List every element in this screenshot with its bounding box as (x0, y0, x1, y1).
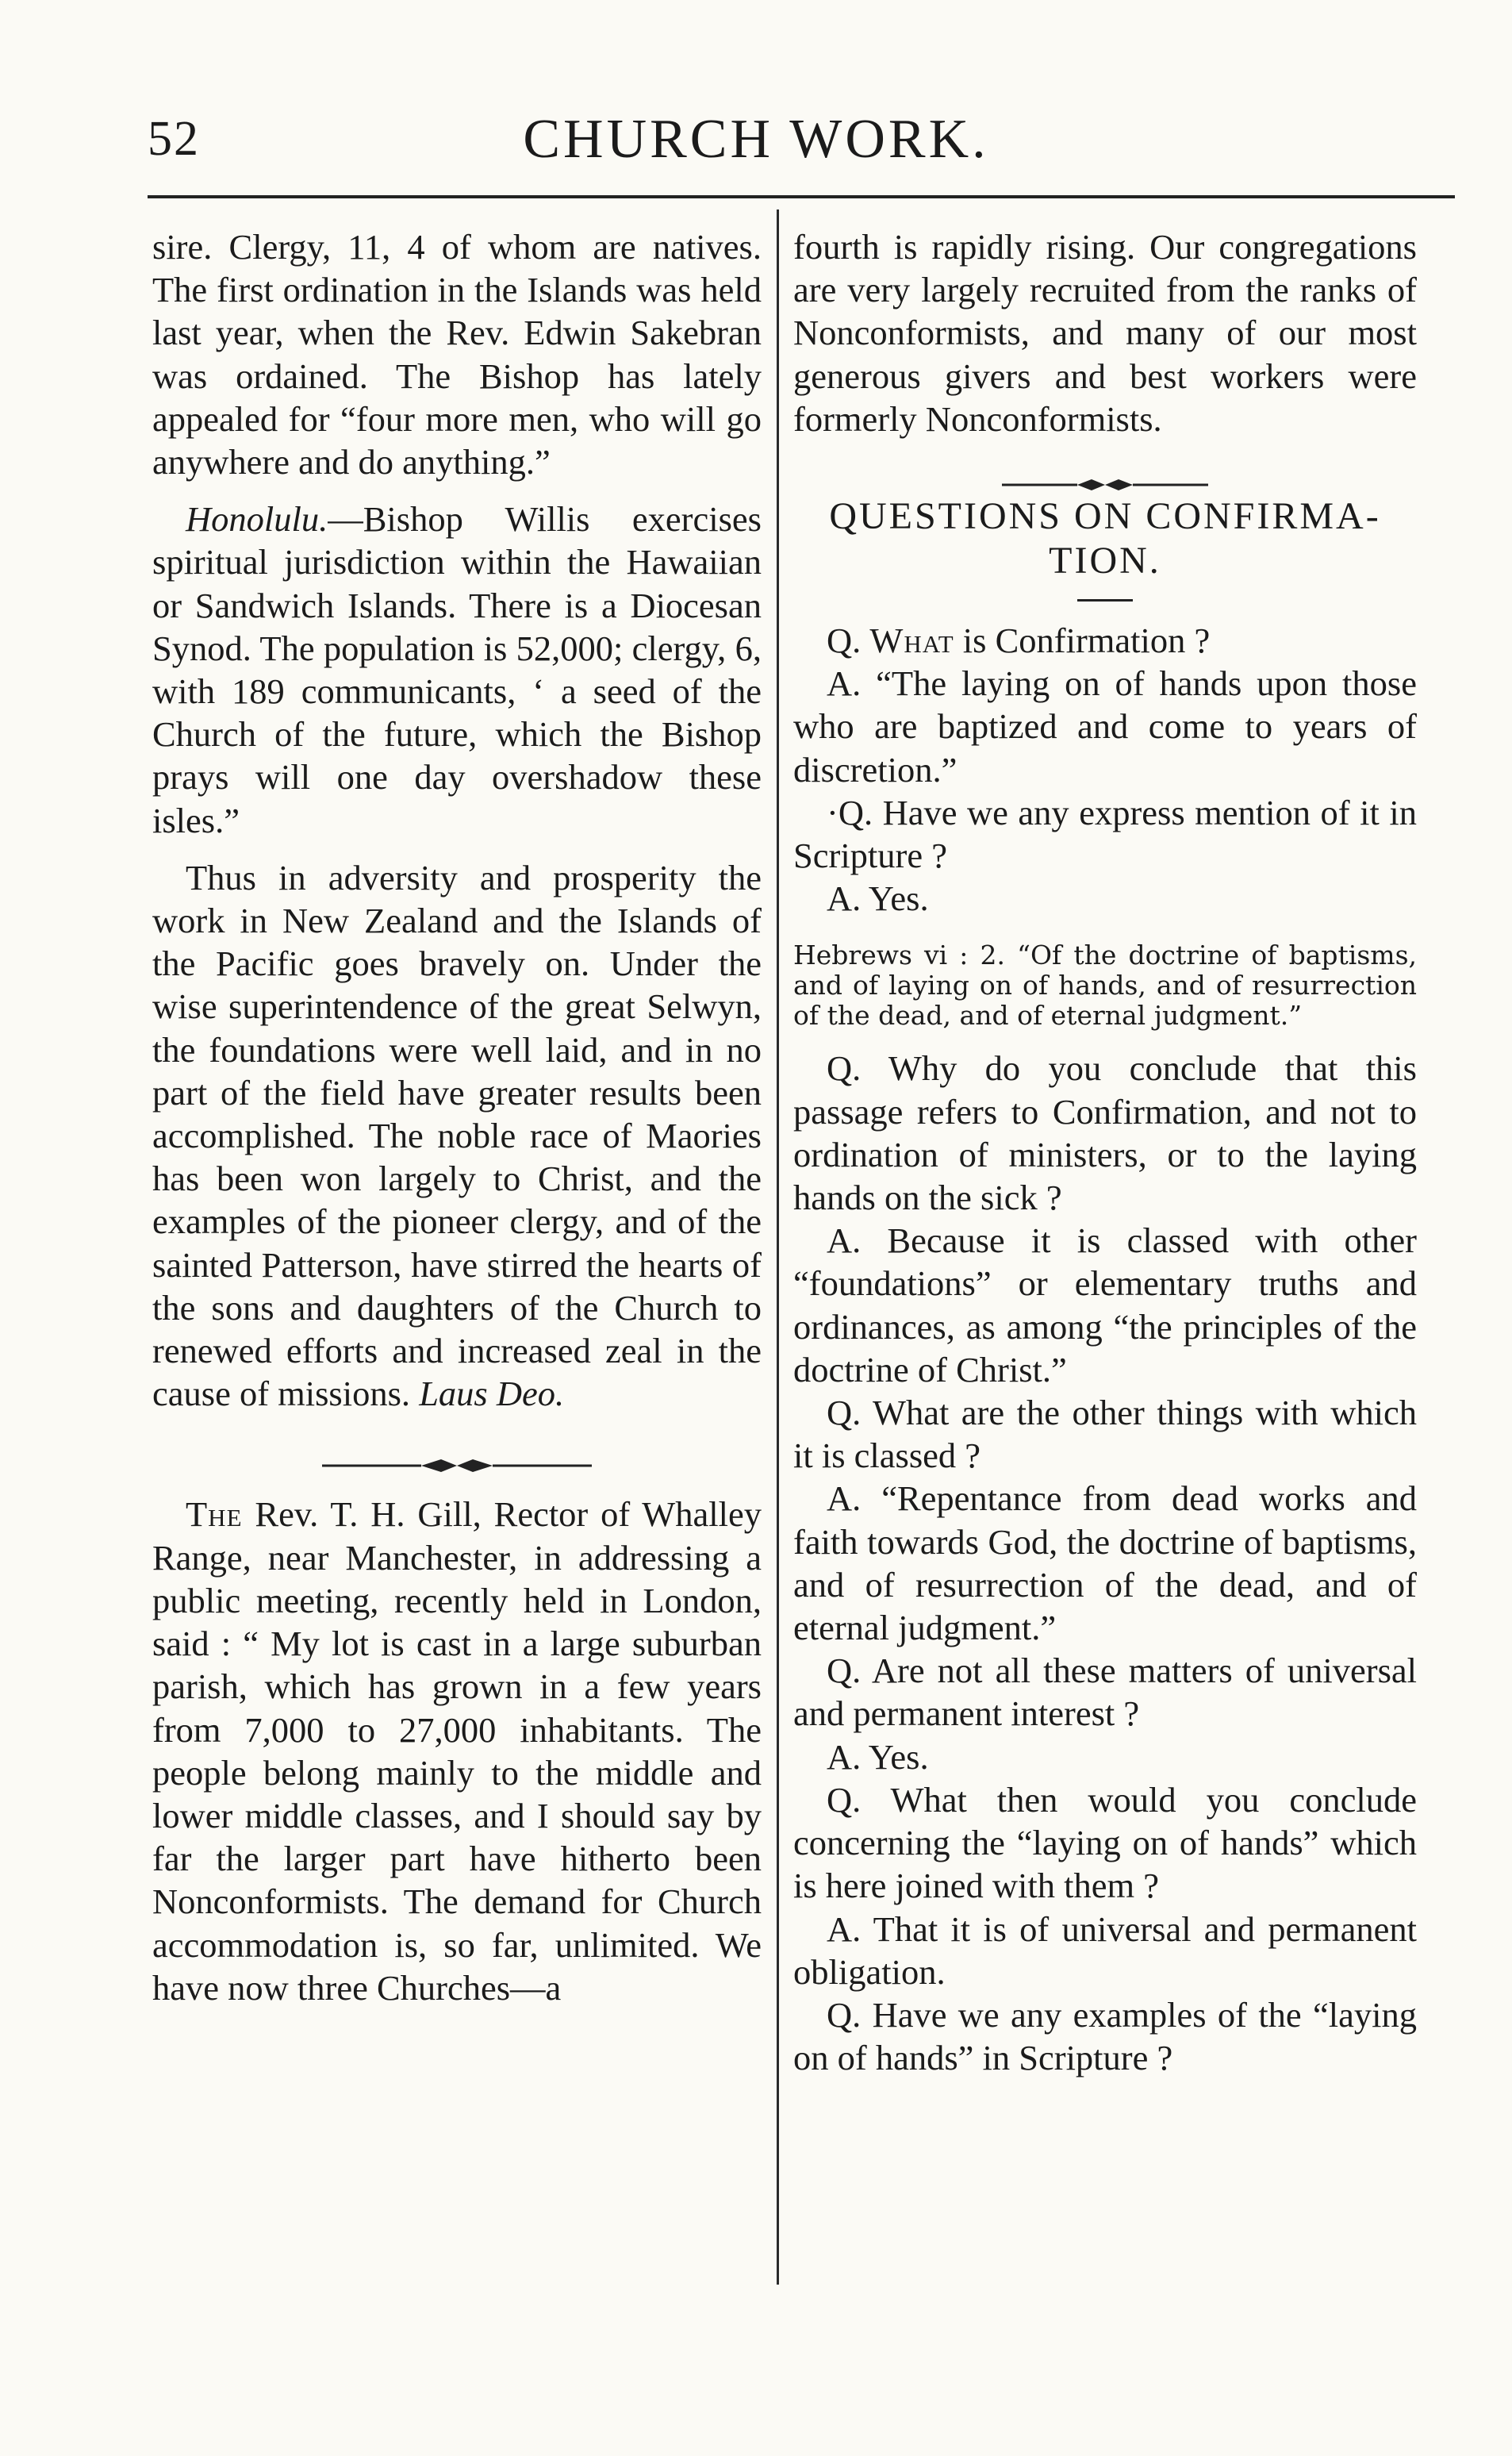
left-column (152, 225, 762, 2009)
question-1 (793, 619, 1417, 662)
paragraph-adversity (152, 856, 762, 1416)
question-1-text: is Confirmation ? (954, 621, 1211, 661)
header-rule (148, 195, 1455, 198)
question-1-lead: What (869, 621, 954, 661)
answer-6: A. That it is of universal and permanent obligation. (793, 1908, 1417, 1992)
column-rule (777, 209, 779, 2285)
title-rule (1077, 599, 1133, 602)
answer-3: A. Because it is classed with other “foundations” or elementary truths and ordinances, as among “the principles of the doctrine of Christ.” (793, 1220, 1417, 1389)
question-5: Q. Are not all these matters of universal and permanent interest ? (793, 1651, 1417, 1734)
right-column (793, 225, 1417, 2079)
page-number: 52 (148, 112, 200, 166)
adversity-text: Thus in adversity and prosperity the work in New Zealand and the Islands of the Pacific goes bravely on. Under the wise superintendence of the great Selwyn, the foundations were well laid, and in no part of the field have greater results been accomplished. The noble race of Maories has been won largely to Christ, and the examples of the pioneer clergy, and of the sainted Patterson, have stirred the hearts of the sons and daughters of the Church to renewed efforts and increased zeal in the cause of missions. (152, 857, 762, 1414)
ornament-divider (793, 461, 1417, 480)
gill-text: Rev. T. H. Gill, Rector of Whalley Range, near Manchester, in addressing a public meeting, recently held in London, said : “ My lot is cast in a large suburban parish, which has grown in a few years from 7,000 to 27,000 inhabitants. The people belong mainly to the middle and lower middle classes, and I should say by far the larger part have hitherto been Nonconformists. The demand for Church accommodation is, so far, unlimited. We have now three Churches—a (152, 1494, 762, 2008)
question-6: Q. What then would you conclude concerning the “laying on of hands” which is here joined with them ? (793, 1779, 1417, 1906)
ornament-divider (152, 1442, 762, 1461)
laus-deo: Laus Deo. (419, 1374, 565, 1414)
paragraph-melanesia-clergy: sire. Clergy, 11, 4 of whom are natives. The first ordination in the Islands was held last year, when the Rev. Edwin Sakebran was ordained. The Bishop has lately appealed for “four more men, who will go anywhere and do anything.” (152, 227, 762, 482)
section-title-line-2: TION. (1049, 540, 1161, 582)
gill-lead: The (186, 1494, 243, 1535)
section-title-line-1: QUESTIONS ON CONFIRMA- (829, 495, 1381, 538)
paragraph-congregations: fourth is rapidly rising. Our congregations are very largely recruited from the ranks of Nonconformists, and many of our most generous givers and best workers were formerly Nonconformists. (793, 227, 1417, 439)
running-head: CHURCH WORK. (523, 109, 989, 170)
scripture-quote: Hebrews vi : 2. “Of the doctrine of baptisms, and of laying on of hands, and of resurrection of the dead, and of eternal judgment.” (793, 940, 1417, 1032)
answer-5: A. Yes. (827, 1736, 929, 1777)
section-title (793, 494, 1417, 583)
answer-4: A. “Repentance from dead works and faith towards God, the doctrine of baptisms, and of resurrection of the dead, and of eternal judgment.” (793, 1478, 1417, 1648)
answer-1: A. “The laying on of hands upon those who are baptized and come to years of discretion.” (793, 663, 1417, 790)
question-1-label: Q. (827, 621, 862, 661)
question-2: ·Q. Have we any express mention of it in Scripture ? (793, 792, 1417, 876)
paragraph-honolulu (152, 498, 762, 842)
paragraph-gill (152, 1493, 762, 2008)
honolulu-lead: Honolulu. (186, 499, 328, 540)
answer-2: A. Yes. (827, 878, 929, 919)
question-3: Q. Why do you conclude that this passage refers to Confirmation, and not to ordination of ministers, or to the laying hands on the sick ? (793, 1048, 1417, 1218)
question-4: Q. What are the other things with which it is classed ? (793, 1393, 1417, 1476)
honolulu-text: —Bishop Willis exercises spiritual jurisdiction within the Hawaiian or Sandwich Islands. There is a Diocesan Synod. The population is 52,000; clergy, 6, with 189 communicants, ‘ a seed of the Church of the future, which the Bishop prays will one day overshadow these isles.” (152, 499, 762, 840)
question-7: Q. Have we any examples of the “laying on of hands” in Scripture ? (793, 1994, 1417, 2078)
